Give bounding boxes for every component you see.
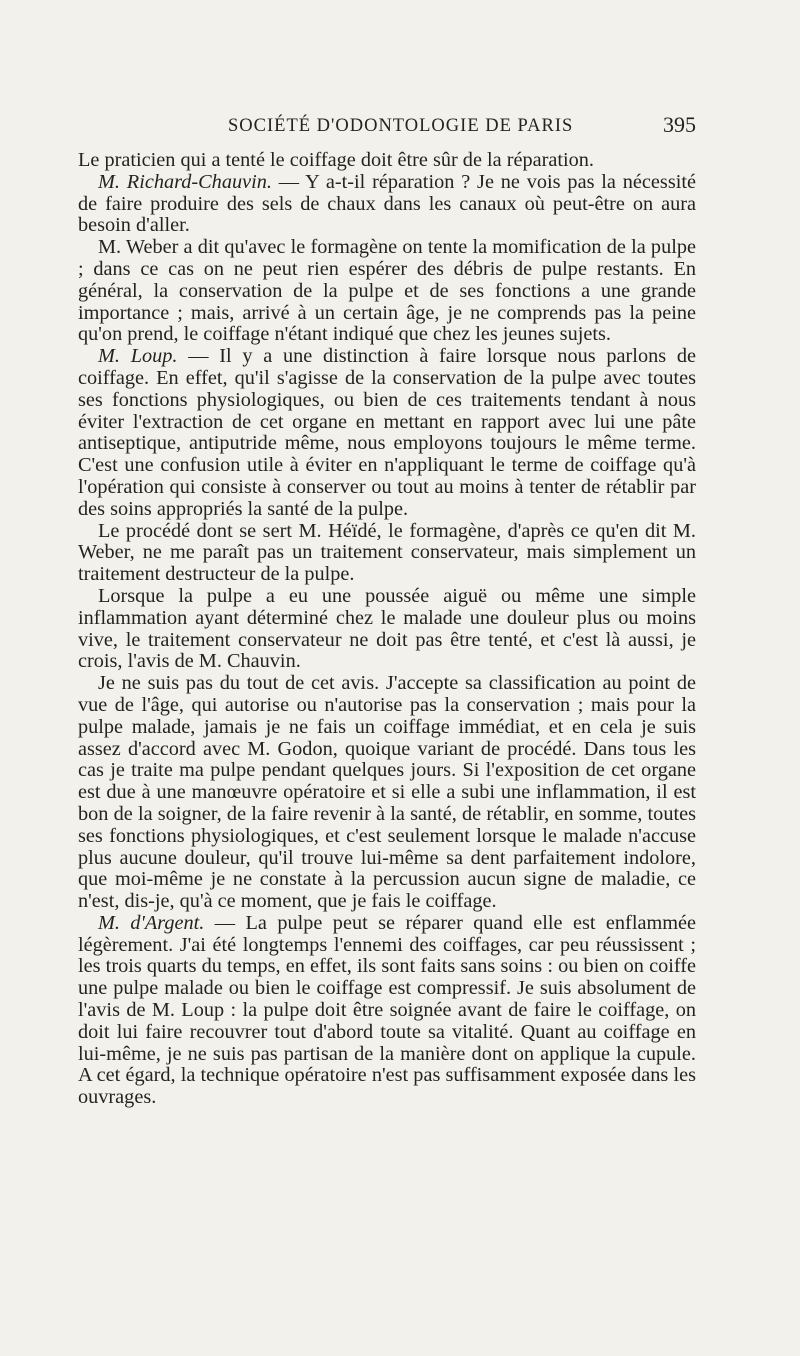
page-number: 395: [663, 112, 696, 137]
paragraph-text: Le praticien qui a tenté le coiffage doit être sûr de la réparation.: [78, 149, 594, 171]
paragraph-8: [78, 913, 696, 1109]
paragraph-text: M. Weber a dit qu'avec le formagène on tente la momification de la pulpe ; dans ce cas on ne peut rien espérer des débris de pulpe restants. En général, la conservation de la pulpe et de ses fonctions a une grande importance ; mais, arrivé à un certain âge, je ne comprends pas la peine qu'on prend, le coiffage n'étant indiqué que chez les jeunes sujets.: [78, 236, 696, 346]
paragraph-6: [78, 586, 696, 673]
paragraph-5: [78, 521, 696, 586]
paragraph-text: Le procédé dont se sert M. Héïdé, le formagène, d'après ce qu'en dit M. Weber, ne me paraît pas un traitement conservateur, mais simplement un traitement destructeur de la pulpe.: [78, 519, 696, 586]
speaker-name: M. Richard-Chauvin.: [98, 170, 272, 193]
paragraph-text: — Il y a une distinction à faire lorsque nous parlons de coiffage. En effet, qu'il s'agisse de la conservation de la pulpe avec toutes ses fonctions physiologiques, ou bien de ces traitements tendant à nous éviter l'extraction de cet organe en mettant en rapport avec lui une pâte antiseptique, antiputride même, nous employons toujours le même terme. C'est une confusion utile à éviter en n'appliquant le terme de coiffage qu'à l'opération qui consiste à conserver ou tout au moins à tenter de rétablir par des soins appropriés la santé de la pulpe.: [78, 345, 696, 520]
running-title: SOCIÉTÉ D'ODONTOLOGIE DE PARIS: [228, 116, 574, 136]
speaker-name: M. Loup.: [98, 345, 178, 368]
body-text: [78, 150, 696, 1109]
paragraph-7: [78, 673, 696, 913]
paragraph-1: [78, 150, 696, 172]
paragraph-2: [78, 172, 696, 237]
running-head: [78, 112, 696, 144]
paragraph-text: — La pulpe peut se réparer quand elle est enflammée légèrement. J'ai été longtemps l'ennemi des coiffages, car peu réussissent ; les trois quarts du temps, en effet, ils sont faits sans soins : ou bien on coiffe une pulpe malade ou bien le coiffage est compressif. Je suis absolument de l'avis de M. Loup : la pulpe doit être soignée avant de faire le coiffage, on doit lui faire recouvrer tout d'abord toute sa vitalité. Quant au coiffage en lui-même, je ne suis pas partisan de la manière dont on applique la cupule. A cet égard, la technique opératoire n'est pas suffisamment exposée dans les ouvrages.: [78, 911, 697, 1109]
paragraph-text: — Y a-t-il réparation ? Je ne vois pas la nécessité de faire produire des sels de chaux dans les canaux où peut-être on aura besoin d'aller.: [78, 170, 696, 237]
paragraph-4: [78, 346, 696, 520]
paragraph-text: Lorsque la pulpe a eu une poussée aiguë ou même une simple inflammation ayant déterminé chez le malade une douleur plus ou moins vive, le traitement conservateur ne doit pas être tenté, et c'est là aussi, je crois, l'avis de M. Chauvin.: [78, 584, 696, 673]
speaker-name: M. d'Argent.: [98, 911, 205, 934]
paragraph-text: Je ne suis pas du tout de cet avis. J'accepte sa classification au point de vue de l'âge, qui autorise ou n'autorise pas la conservation ; mais pour la pulpe malade, jamais je ne fais un coiffage immédiat, et en cela je suis assez d'accord avec M. Godon, quoique variant de procédé. Dans tous les cas je traite ma pulpe pendant quelques jours. Si l'exposition de cet organe est due à une manœuvre opératoire et si elle a subi une inflammation, il est bon de la soigner, de la faire revenir à la santé, de rétablir, en somme, toutes ses fonctions physiologiques, et c'est seulement lorsque le malade n'accuse plus aucune douleur, qu'il trouve lui-même sa dent parfaitement indolore, que moi-même je ne constate à la percussion aucun signe de maladie, ce n'est, dis-je, qu'à ce moment, que je fais le coiffage.: [78, 672, 696, 913]
paragraph-3: [78, 237, 696, 346]
